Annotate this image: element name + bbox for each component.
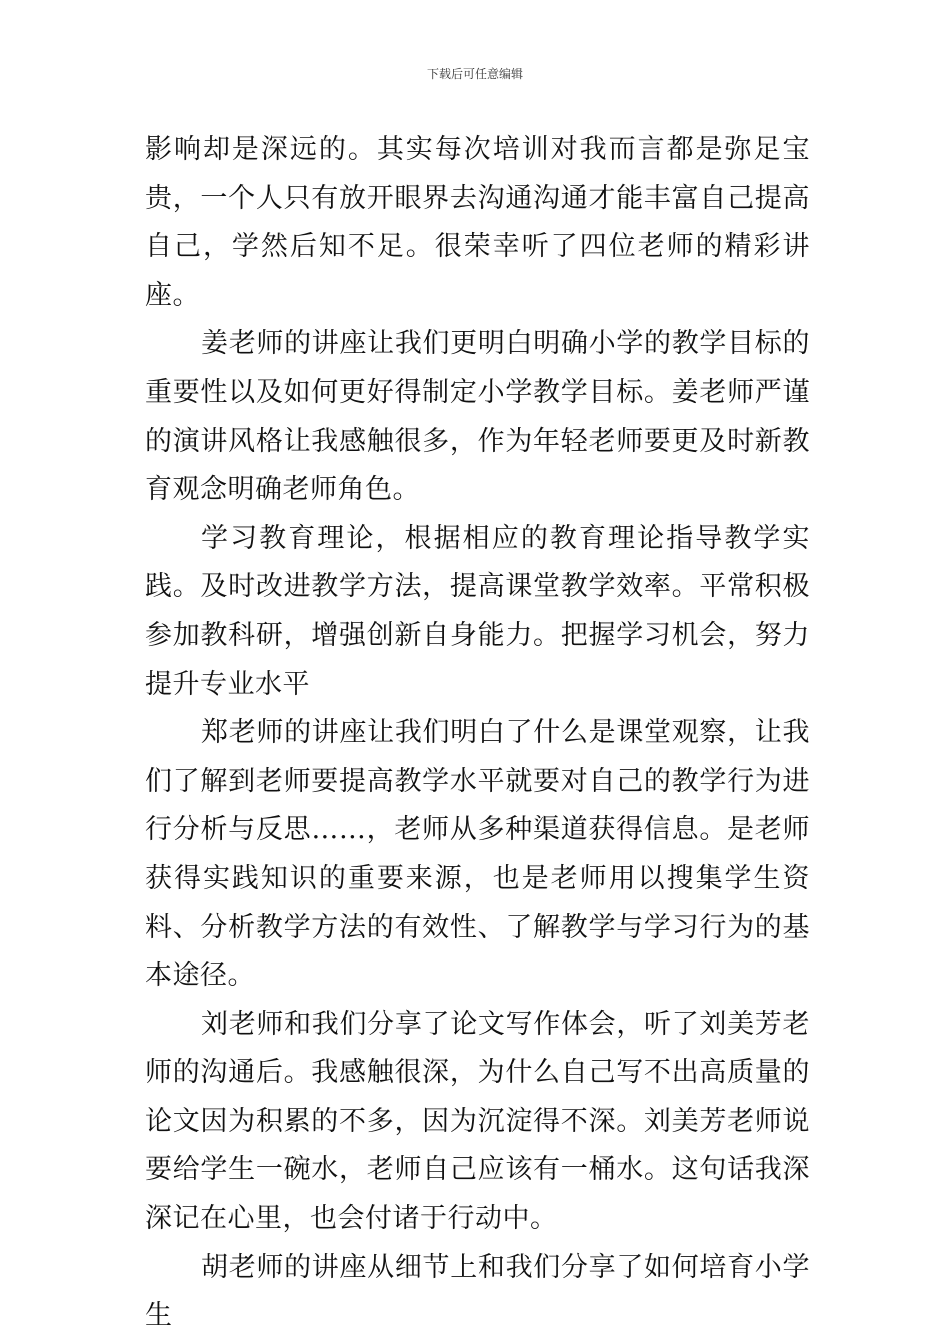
paragraph-6: 胡老师的讲座从细节上和我们分享了如何培育小学生	[145, 1251, 810, 1332]
page-header-note: 下载后可任意编辑	[426, 67, 523, 81]
paragraph-2: 姜老师的讲座让我们更明白明确小学的教学目标的重要性以及如何更好得制定小学教学目标。姜老师严谨的演讲风格让我感触很多，作为年轻老师要更及时新教育观念明确老师角色。	[145, 328, 810, 506]
document-body	[145, 126, 810, 1341]
paragraph-4: 郑老师的讲座让我们明白了什么是课堂观察，让我们了解到老师要提高教学水平就要对自己的教学行为进行分析与反思……，老师从多种渠道获得信息。是老师获得实践知识的重要来源，也是老师用以搜集学生资料、分析教学方法的有效性、了解教学与学习行为的基本途径。	[145, 717, 810, 992]
paragraph-3: 学习教育理论，根据相应的教育理论指导教学实践。及时改进教学方法，提高课堂教学效率。平常积极参加教科研，增强创新自身能力。把握学习机会，努力提升专业水平	[145, 522, 810, 700]
paragraph-5: 刘老师和我们分享了论文写作体会，听了刘美芳老师的沟通后。我感触很深，为什么自己写不出高质量的论文因为积累的不多，因为沉淀得不深。刘美芳老师说要给学生一碗水，老师自己应该有一桶水。这句话我深深记在心里，也会付诸于行动中。	[145, 1008, 810, 1235]
paragraph-1: 影响却是深远的。其实每次培训对我而言都是弥足宝贵，一个人只有放开眼界去沟通沟通才能丰富自己提高自己，学然后知不足。很荣幸听了四位老师的精彩讲座。	[145, 134, 810, 311]
